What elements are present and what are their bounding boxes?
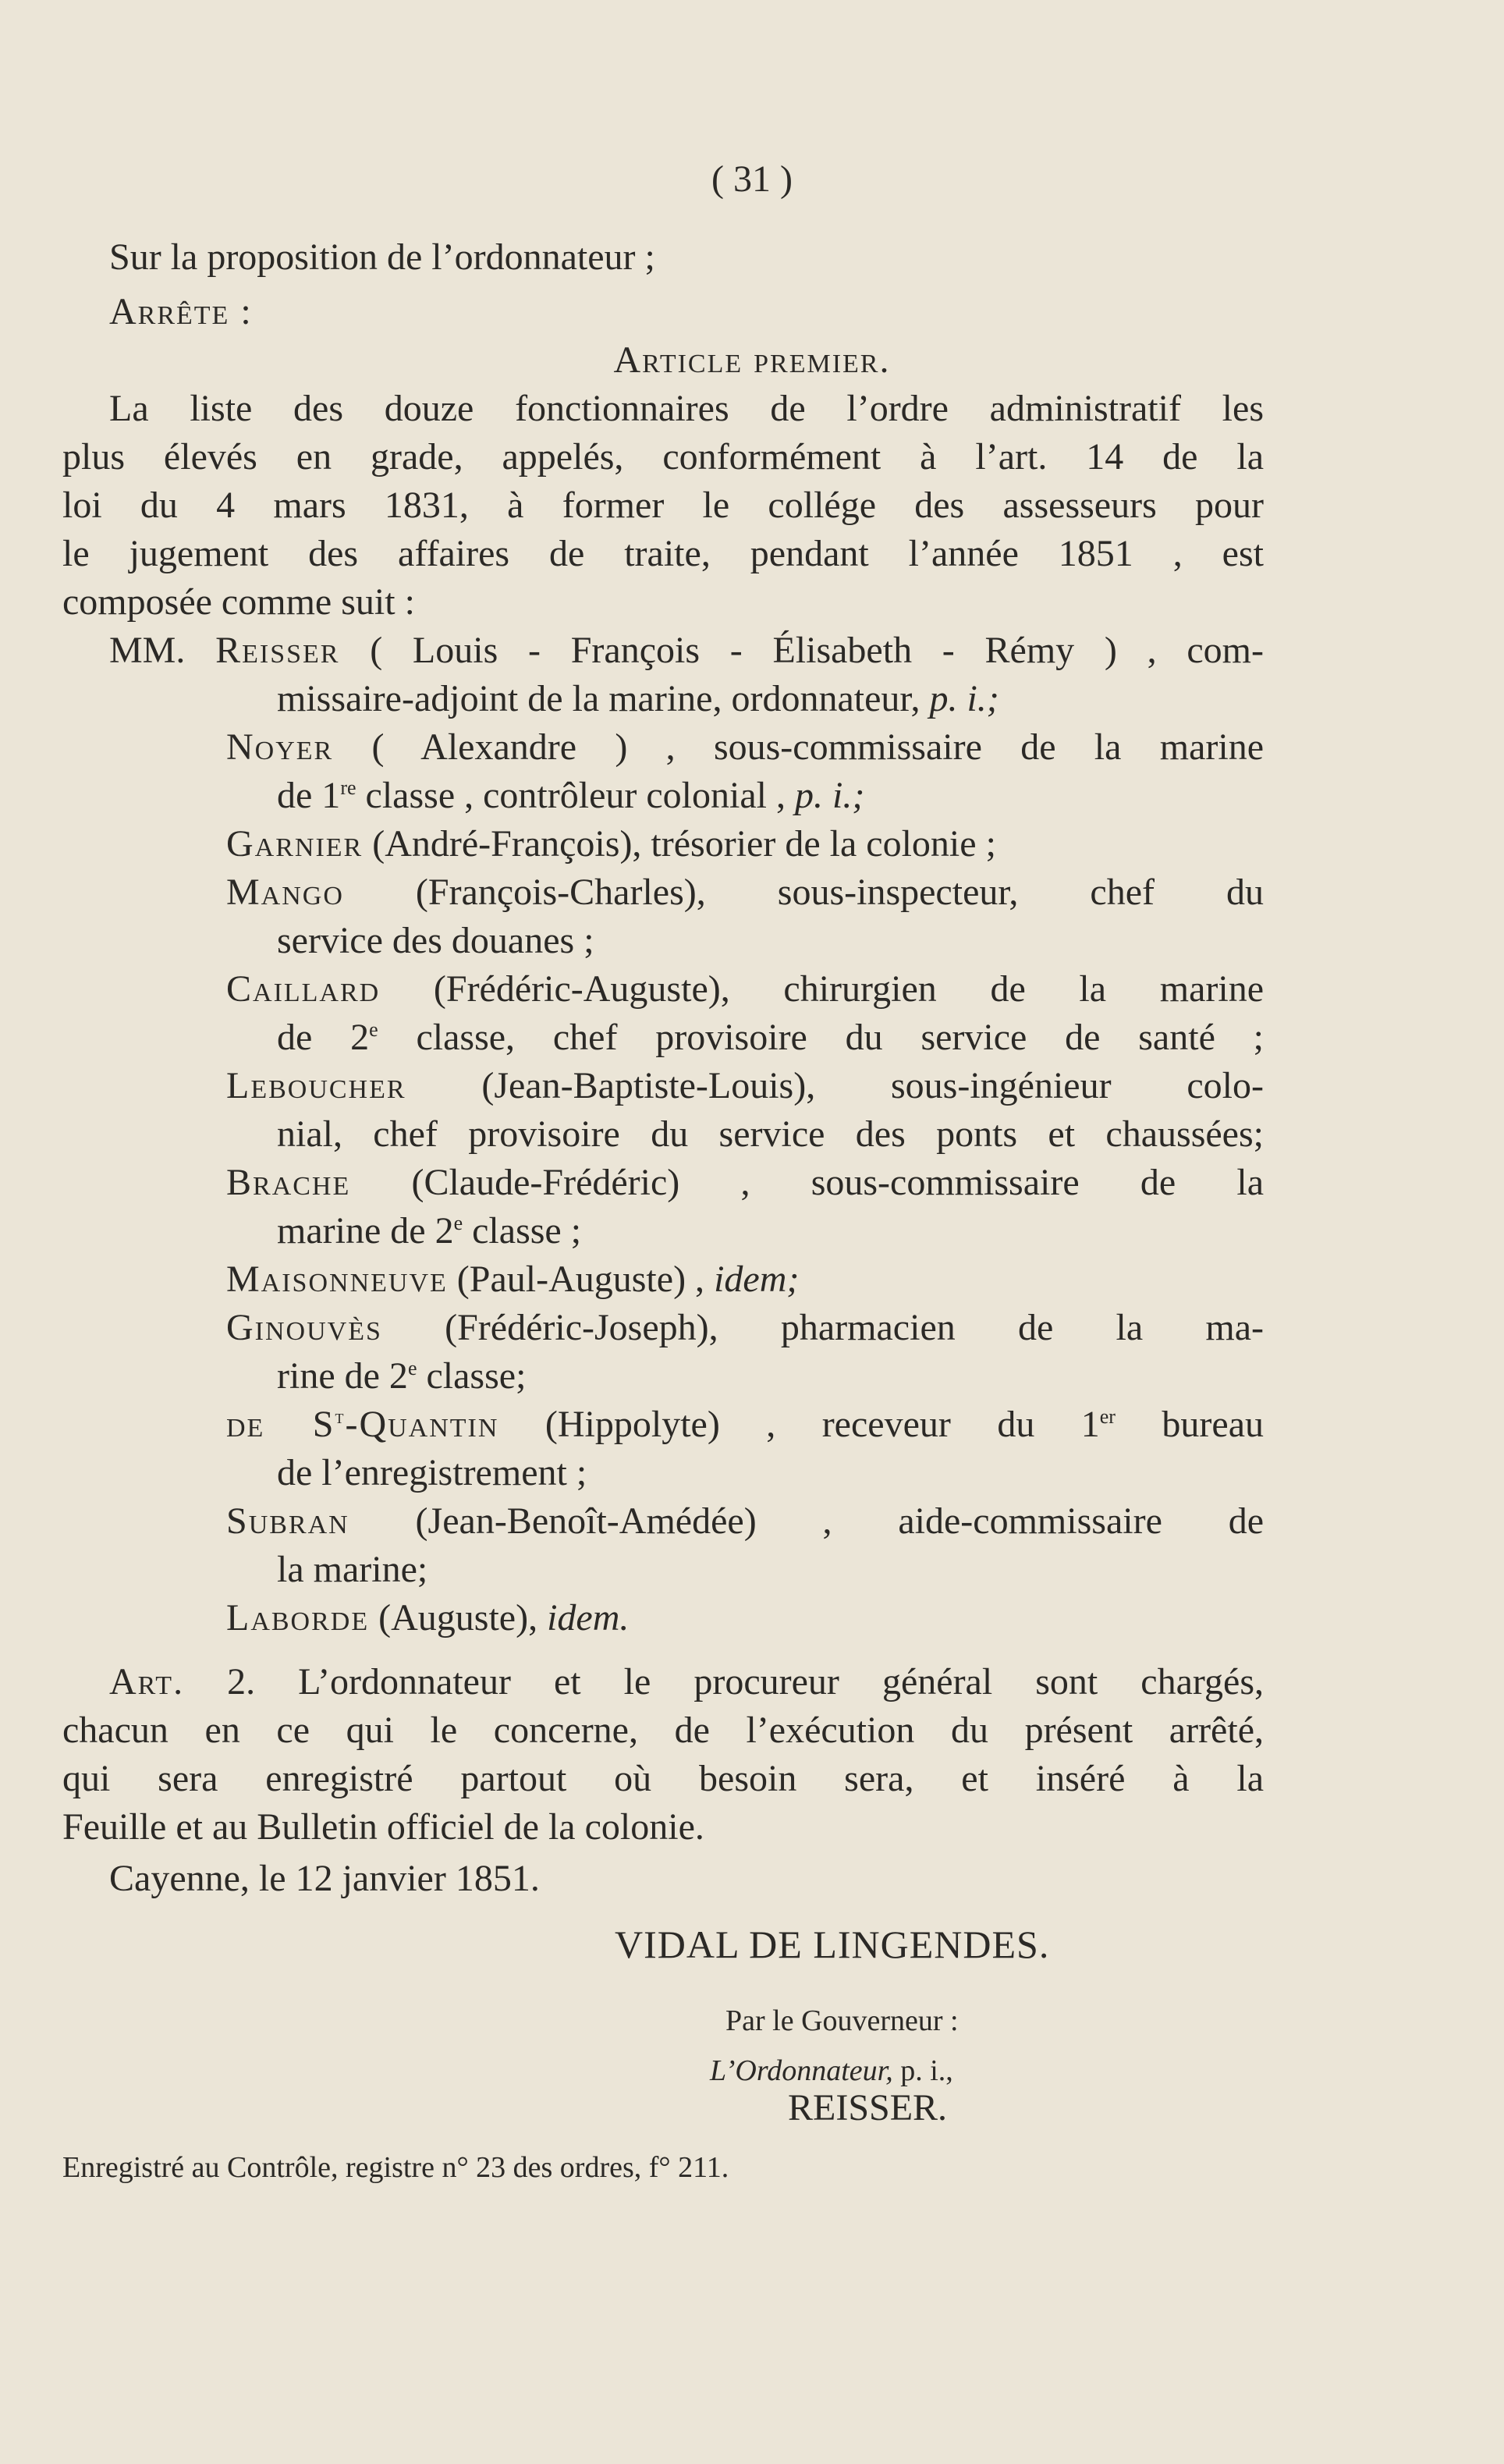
- member-name: Brache: [226, 1162, 351, 1203]
- member-name: Subran: [226, 1500, 349, 1542]
- member-entry: Maisonneuve (Paul-Auguste) , idem;: [226, 1259, 800, 1300]
- member-entry-cont: marine de 2e classe ;: [277, 1210, 582, 1252]
- member-entry-cont: nial, chef provisoire du service des ponts et chaussées;: [277, 1113, 1264, 1155]
- member-entry: Brache (Claude-Frédéric) , sous-commissaire de la: [226, 1162, 1264, 1203]
- member-entry-cont: la marine;: [277, 1549, 428, 1590]
- article1-line: le jugement des affaires de traite, pendant l’année 1851 , est: [62, 533, 1264, 574]
- member-entry: MM. Reisser ( Louis - François - Élisabeth - Rémy ) , com-: [109, 630, 1264, 671]
- article-heading: Article premier.: [613, 339, 891, 381]
- countersign-par: Par le Gouverneur :: [725, 2004, 959, 2037]
- article2-line: qui sera enregistré partout où besoin sera, et inséré à la: [62, 1758, 1264, 1799]
- arrete-heading: Arrête :: [109, 291, 253, 332]
- member-entry-cont: missaire-adjoint de la marine, ordonnateur, p. i.;: [277, 678, 999, 719]
- article1-line: plus élevés en grade, appelés, conformément à l’art. 14 de la: [62, 436, 1264, 478]
- member-entry: Mango (François-Charles), sous-inspecteur, chef du: [226, 872, 1264, 913]
- member-entry: Subran (Jean-Benoît-Amédée) , aide-commissaire de: [226, 1500, 1264, 1542]
- member-entry: Ginouvès (Frédéric-Joseph), pharmacien de la ma-: [226, 1307, 1264, 1348]
- member-entry-cont: service des douanes ;: [277, 920, 594, 961]
- member-name: Leboucher: [226, 1065, 406, 1106]
- registration-note: Enregistré au Contrôle, registre n° 23 des ordres, f° 211.: [62, 2151, 729, 2184]
- article1-line: loi du 4 mars 1831, à former le collége des assesseurs pour: [62, 485, 1264, 526]
- mm-prefix: MM.: [109, 630, 186, 671]
- member-entry-cont: rine de 2e classe;: [277, 1355, 527, 1397]
- member-entry: Leboucher (Jean-Baptiste-Louis), sous-ingénieur colo-: [226, 1065, 1264, 1106]
- countersign-name: REISSER.: [788, 2087, 948, 2128]
- member-name: Ginouvès: [226, 1307, 382, 1348]
- article2-label: Art.: [109, 1661, 185, 1702]
- intro-line: Sur la proposition de l’ordonnateur ;: [109, 236, 655, 278]
- article2-line: Feuille et au Bulletin officiel de la colonie.: [62, 1806, 704, 1848]
- member-name: de $S^t$-Quantin: [226, 1404, 499, 1445]
- member-name: Reisser: [215, 630, 340, 671]
- member-entry: de $S^t$-Quantin (Hippolyte) , receveur du 1er bureau: [226, 1404, 1264, 1445]
- article1-line: La liste des douze fonctionnaires de l’ordre administratif les: [109, 388, 1264, 429]
- member-entry: Caillard (Frédéric-Auguste), chirurgien de la marine: [226, 968, 1264, 1010]
- member-entry: Laborde (Auguste), idem.: [226, 1597, 630, 1639]
- countersign-role: L’Ordonnateur, p. i.,: [710, 2054, 953, 2087]
- member-name: Noyer: [226, 726, 334, 768]
- member-entry-cont: de l’enregistrement ;: [277, 1452, 587, 1493]
- article2-line: chacun en ce qui le concerne, de l’exécution du présent arrêté,: [62, 1710, 1264, 1751]
- article1-line: composée comme suit :: [62, 581, 415, 623]
- member-name: Mango: [226, 872, 344, 913]
- member-name: Maisonneuve: [226, 1259, 448, 1300]
- governor-signature: VIDAL DE LINGENDES.: [615, 1923, 1050, 1966]
- member-entry-cont: de 2e classe, chef provisoire du service de santé ;: [277, 1017, 1264, 1058]
- member-name: Laborde: [226, 1597, 370, 1639]
- date-line: Cayenne, le 12 janvier 1851.: [109, 1858, 540, 1899]
- member-entry: Noyer ( Alexandre ) , sous-commissaire de la marine: [226, 726, 1264, 768]
- member-name: Caillard: [226, 968, 381, 1010]
- article2-line: Art. 2. L’ordonnateur et le procureur général sont chargés,: [109, 1661, 1264, 1702]
- member-entry-cont: de 1re classe , contrôleur colonial , p. i.;: [277, 775, 865, 816]
- member-entry: Garnier (André-François), trésorier de la colonie ;: [226, 823, 996, 865]
- page-number: ( 31 ): [711, 158, 793, 200]
- member-name: Garnier: [226, 823, 364, 865]
